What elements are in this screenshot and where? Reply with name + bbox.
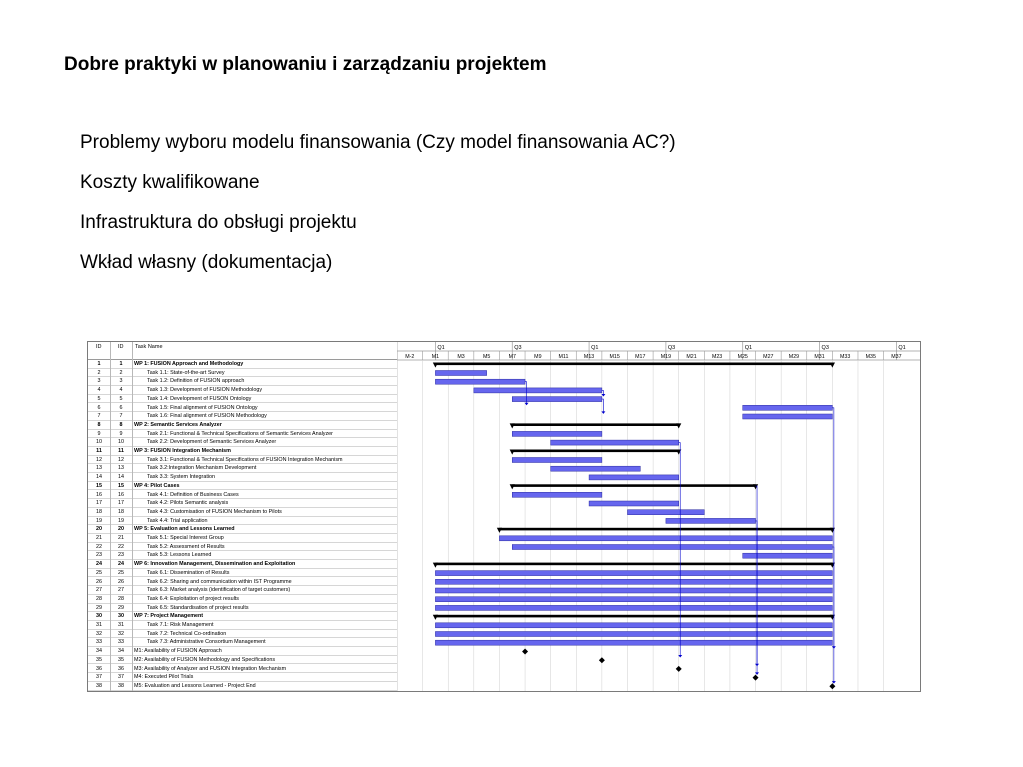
row-task-name: Task 7.1: Risk Management	[147, 622, 214, 628]
row-task-name: Task 1.6: Final alignment of FUSION Methodology	[147, 413, 267, 420]
table-row	[88, 482, 397, 491]
row-id: 29	[96, 604, 102, 611]
summary-bar	[435, 563, 832, 566]
row-id: 8	[97, 421, 101, 428]
row-id: 30	[96, 613, 102, 620]
table-row	[88, 673, 397, 682]
milestone-diamond	[753, 675, 759, 681]
row-id: 25	[96, 569, 102, 576]
row-id2: 28	[118, 595, 124, 602]
row-id2: 31	[118, 622, 124, 628]
table-row	[88, 508, 397, 517]
table-row	[88, 499, 397, 508]
gantt-timeline	[397, 342, 921, 692]
task-bar	[627, 510, 704, 515]
row-id2: 5	[119, 395, 123, 402]
row-task-name: Task 3.1: Functional & Technical Specifications of FUSION Integration Mechanism	[147, 456, 343, 463]
table-row	[88, 560, 397, 569]
table-row	[88, 543, 397, 552]
row-id: 17	[96, 500, 102, 507]
table-row	[88, 386, 397, 395]
row-id: 14	[96, 474, 102, 481]
row-id2: 15	[118, 482, 124, 489]
quarter-label: Q1	[591, 345, 599, 351]
row-id2: 1	[119, 361, 123, 367]
header-task-name: Task Name	[135, 344, 163, 350]
bullet-item: Problemy wyboru modelu finansowania (Czy model finansowania AC?)	[80, 132, 676, 153]
task-bar	[512, 397, 602, 402]
summary-bar	[435, 615, 832, 618]
row-id2: 9	[119, 430, 123, 437]
month-label: M1	[431, 354, 440, 360]
table-row	[88, 395, 397, 404]
row-id: 1	[97, 361, 101, 367]
column-separator	[110, 342, 111, 691]
row-id: 20	[96, 526, 102, 533]
month-label: M21	[686, 354, 697, 360]
table-row	[88, 430, 397, 439]
table-row	[88, 456, 397, 465]
row-id: 26	[96, 578, 102, 585]
table-row	[88, 473, 397, 482]
table-row	[88, 412, 397, 421]
row-task-name: Task 6.3: Market analysis (identification of target customers)	[147, 587, 291, 594]
row-id: 27	[96, 587, 102, 594]
row-task-name: Task 1.3: Development of FUSION Methodology	[147, 387, 263, 394]
month-label: M5	[482, 354, 491, 360]
row-task-name: Task 1.4: Development of FUSON Ontology	[147, 395, 252, 402]
row-id2: 20	[118, 526, 124, 533]
month-label: M35	[865, 354, 876, 360]
table-row	[88, 404, 397, 413]
row-id2: 30	[118, 613, 124, 620]
row-id2: 19	[118, 517, 124, 524]
row-id2: 16	[118, 491, 124, 498]
month-label: M13	[583, 354, 595, 360]
row-task-name: M4: Executed Pilot Trials	[134, 674, 194, 681]
month-label: M7	[508, 354, 516, 360]
bullet-item: Wkład własny (dokumentacja)	[80, 252, 333, 273]
row-task-name: Task 3.2:Integration Mechanism Development	[147, 465, 257, 472]
row-task-name: Task 6.1: Dissemination of Results	[147, 569, 230, 576]
row-task-name: Task 4.2: Pilots Semantic analysis	[147, 500, 229, 507]
row-id: 33	[96, 639, 102, 646]
table-row	[88, 647, 397, 656]
summary-bar	[499, 528, 832, 531]
table-row	[88, 517, 397, 526]
row-task-name: WP 6: Innovation Management, Dissemination and Exploitation	[134, 561, 296, 568]
task-bar	[435, 588, 832, 593]
row-id2: 21	[118, 535, 124, 541]
row-task-name: Task 1.2: Definition of FUSION approach	[147, 378, 245, 385]
row-id2: 32	[118, 630, 124, 637]
row-task-name: Task 6.5: Standardisation of project results	[147, 604, 249, 611]
month-label: M-2	[405, 354, 415, 360]
row-id: 24	[96, 561, 102, 568]
row-id: 35	[96, 656, 102, 663]
table-row	[88, 656, 397, 665]
row-id: 34	[96, 648, 102, 655]
row-id2: 11	[118, 448, 124, 454]
task-bar	[435, 371, 486, 376]
task-bar	[551, 440, 679, 445]
table-row	[88, 369, 397, 378]
row-id2: 10	[118, 439, 124, 446]
task-bar	[435, 605, 832, 610]
table-row	[88, 447, 397, 456]
row-id: 32	[96, 630, 102, 637]
row-id: 12	[96, 456, 102, 463]
row-task-name: Task 4.4: Trial application	[147, 517, 208, 524]
row-id2: 17	[118, 500, 124, 507]
table-row	[88, 421, 397, 430]
summary-bar	[512, 450, 678, 453]
column-separator	[132, 342, 133, 691]
header-id2: ID	[118, 344, 124, 350]
header-id: ID	[96, 344, 102, 350]
month-label: M17	[635, 354, 646, 360]
milestone-diamond	[522, 649, 528, 655]
table-row	[88, 534, 397, 543]
task-bar	[743, 414, 833, 419]
task-bar	[512, 431, 602, 436]
row-id: 23	[96, 552, 102, 559]
row-task-name: WP 4: Pilot Cases	[134, 482, 180, 489]
row-id: 3	[97, 378, 101, 385]
row-task-name: WP 7: Project Management	[134, 613, 204, 620]
task-bar	[474, 388, 602, 393]
row-id: 36	[96, 665, 102, 672]
task-bar	[435, 571, 832, 576]
row-task-name: Task 2.1: Functional & Technical Specifications of Semantic Services Analyzer	[147, 430, 333, 437]
row-task-name: M5: Evaluation and Lessons Learned - Project End	[134, 682, 256, 689]
summary-bar	[435, 363, 832, 366]
table-row	[88, 586, 397, 595]
month-label: M9	[534, 354, 542, 360]
task-bar	[512, 545, 832, 550]
row-id2: 14	[118, 474, 124, 481]
month-label: M3	[457, 354, 465, 360]
row-id: 9	[97, 430, 101, 437]
row-task-name: WP 3: FUSION Integration Mechanism	[134, 448, 231, 454]
quarter-label: Q1	[437, 345, 445, 351]
bullet-item: Koszty kwalifikowane	[80, 172, 260, 193]
task-bar	[435, 623, 832, 628]
task-bar	[743, 405, 833, 410]
row-task-name: Task 5.2: Assessment of Results	[147, 543, 225, 550]
row-task-name: Task 6.2: Sharing and communication within IST Programme	[147, 578, 292, 585]
row-id2: 22	[118, 543, 124, 550]
month-label: M15	[609, 354, 620, 360]
summary-bar	[512, 484, 755, 487]
row-id2: 36	[118, 665, 124, 672]
quarter-label: Q3	[667, 345, 676, 351]
table-row	[88, 569, 397, 578]
row-id2: 23	[118, 552, 124, 559]
quarter-label: Q1	[898, 345, 906, 351]
row-task-name: WP 2: Semantic Services Analyzer	[134, 421, 222, 428]
row-id2: 6	[119, 404, 123, 411]
row-task-name: Task 5.3: Lessons Learned	[147, 552, 212, 559]
row-id2: 4	[119, 387, 123, 394]
row-task-name: Task 1.1: State-of-the-art Survey	[147, 369, 225, 376]
month-label: M27	[763, 354, 774, 360]
table-row	[88, 612, 397, 621]
task-bar	[435, 597, 832, 602]
row-task-name: WP 5: Evaluation and Lessons Learned	[134, 526, 235, 533]
row-task-name: Task 5.1: Special Interest Group	[147, 535, 224, 541]
table-row	[88, 464, 397, 473]
gantt-header	[88, 342, 397, 360]
row-id2: 12	[118, 456, 124, 463]
month-label: M33	[840, 354, 851, 360]
quarter-label: Q1	[744, 345, 753, 351]
row-task-name: Task 7.3: Administrative Consortium Management	[147, 639, 266, 646]
month-label: M29	[788, 354, 800, 360]
row-id: 37	[96, 674, 102, 681]
row-id2: 29	[118, 604, 124, 611]
task-bar	[666, 518, 756, 523]
milestone-diamond	[829, 683, 835, 689]
task-bar	[499, 536, 832, 541]
table-row	[88, 595, 397, 604]
row-task-name: M2: Availability of FUSION Methodology and Specifications	[134, 656, 276, 663]
month-label: M23	[711, 354, 723, 360]
table-row	[88, 682, 397, 691]
table-row	[88, 604, 397, 613]
month-label: M19	[660, 354, 672, 360]
row-task-name: Task 1.5: Final alignment of FUSION Ontology	[147, 404, 258, 411]
row-id: 19	[96, 517, 102, 524]
row-id2: 13	[118, 465, 124, 472]
task-bar	[743, 553, 833, 558]
task-bar	[435, 632, 832, 637]
quarter-label: Q3	[514, 345, 522, 351]
task-bar	[589, 501, 679, 506]
row-id: 31	[96, 622, 102, 628]
table-row	[88, 578, 397, 587]
table-row	[88, 665, 397, 674]
bullet-list	[80, 130, 676, 290]
row-id2: 34	[118, 648, 124, 655]
bullet-item: Infrastruktura do obsługi projektu	[80, 212, 357, 233]
slide-title: Dobre praktyki w planowaniu i zarządzaniu projektem	[64, 54, 547, 75]
gantt-chart	[87, 341, 921, 692]
row-task-name: WP 1: FUSION Approach and Methodology	[134, 361, 244, 367]
row-task-name: Task 2.2: Development of Semantic Services Analyzer	[147, 439, 277, 446]
month-label: M11	[558, 354, 569, 360]
milestone-diamond	[676, 666, 682, 672]
table-row	[88, 377, 397, 386]
table-row	[88, 525, 397, 534]
row-id: 28	[96, 595, 102, 602]
row-id: 11	[96, 448, 102, 454]
row-task-name: Task 7.2: Technical Co-ordination	[147, 630, 227, 637]
row-id2: 38	[118, 682, 124, 689]
task-bar	[589, 475, 679, 480]
row-task-name: Task 4.3: Customisation of FUSION Mechanism to Pilots	[147, 508, 282, 515]
row-id2: 37	[118, 674, 124, 681]
row-id2: 2	[119, 369, 123, 376]
row-id: 38	[96, 682, 102, 689]
task-bar	[435, 640, 832, 645]
quarter-label: Q3	[821, 345, 829, 351]
row-id: 6	[97, 404, 101, 411]
row-id2: 35	[118, 656, 124, 663]
row-id2: 26	[118, 578, 124, 585]
row-id: 22	[96, 543, 102, 550]
summary-bar	[512, 423, 678, 426]
table-row	[88, 630, 397, 639]
row-id: 16	[96, 491, 102, 498]
table-row	[88, 621, 397, 630]
table-row	[88, 360, 397, 369]
month-label: M31	[814, 354, 825, 360]
row-id2: 3	[119, 378, 123, 385]
table-row	[88, 551, 397, 560]
row-id2: 18	[118, 508, 124, 515]
task-bar	[435, 579, 832, 584]
task-bar	[512, 458, 602, 463]
row-task-name: Task 3.3: System Integration	[147, 474, 216, 481]
table-row	[88, 438, 397, 447]
task-bar	[435, 379, 525, 384]
row-id: 2	[97, 369, 101, 376]
row-id2: 25	[118, 569, 124, 576]
row-id: 18	[96, 508, 102, 515]
month-label: M37	[891, 354, 902, 360]
row-id: 7	[97, 413, 101, 420]
row-id: 4	[97, 387, 101, 394]
task-bar	[551, 466, 641, 471]
row-id: 13	[96, 465, 102, 472]
row-id: 10	[96, 439, 102, 446]
row-id2: 7	[119, 413, 123, 420]
row-id2: 27	[118, 587, 124, 594]
row-id2: 24	[118, 561, 124, 568]
table-row	[88, 491, 397, 500]
row-task-name: Task 4.1: Definition of Business Cases	[147, 491, 239, 498]
row-task-name: M1: Availability of FUSION Approach	[134, 648, 222, 655]
task-bar	[512, 492, 602, 497]
milestone-diamond	[599, 657, 605, 663]
row-id2: 33	[118, 639, 124, 646]
row-task-name: M3: Availability of Analyzer and FUSION Integration Mechanism	[134, 665, 287, 672]
row-id2: 8	[119, 421, 123, 428]
month-label: M25	[737, 354, 748, 360]
table-row	[88, 638, 397, 647]
row-id: 5	[97, 395, 101, 402]
row-task-name: Task 6.4: Exploitation of project results	[147, 595, 239, 602]
row-id: 15	[96, 482, 102, 489]
row-id: 21	[96, 535, 102, 541]
